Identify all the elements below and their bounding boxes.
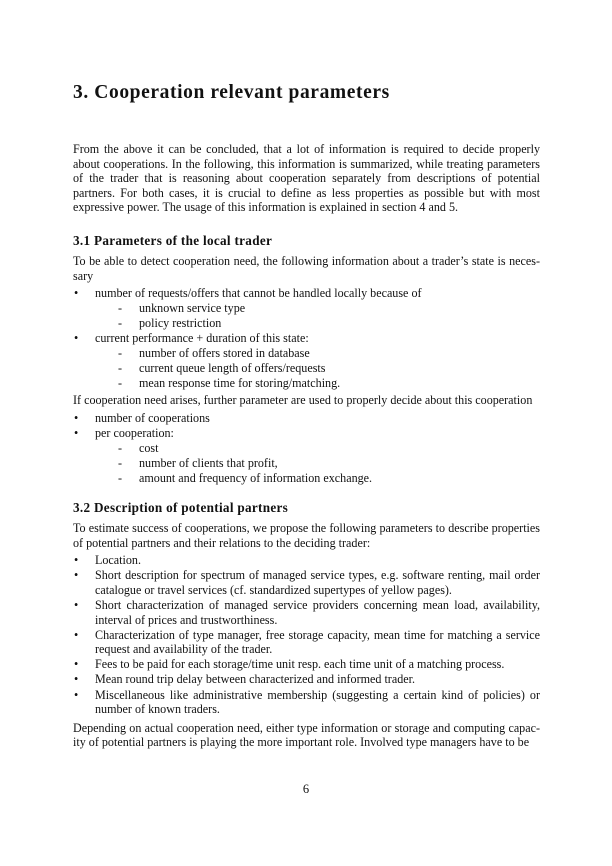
- list-item-text: number of cooperations: [95, 410, 210, 425]
- bullet-icon: •: [74, 330, 79, 345]
- list-item-text: Characterization of type manager, free storage capacity, mean time for matching a service request and availability of the trader.: [95, 627, 540, 657]
- list-item: [73, 672, 540, 687]
- list-item: [73, 568, 540, 597]
- list-item: [73, 286, 540, 330]
- list-item-text: current performance + duration of this state:: [95, 330, 309, 345]
- subsection-3-1-intro: To be able to detect cooperation need, the following information about a trader’s state is neces-sary: [73, 254, 540, 283]
- bullet-icon: •: [74, 568, 79, 583]
- sub-list-item-text: mean response time for storing/matching.: [139, 375, 341, 390]
- list-item-text: Short description for spectrum of managed service types, e.g. software renting, mail order catalogue or travel services (cf. standardized supertypes of yellow pages).: [95, 568, 540, 597]
- sub-list-item: [95, 376, 540, 391]
- sub-list: [95, 346, 540, 391]
- list-item-text: Location.: [95, 553, 142, 568]
- sub-list-item: [95, 456, 540, 471]
- list-item-text: per cooperation:: [95, 426, 174, 441]
- sub-list: [95, 301, 540, 331]
- list-item: [73, 331, 540, 390]
- sub-list-item-text: number of offers stored in database: [139, 345, 310, 360]
- subsection-3-2-heading: 3.2 Description of potential partners: [73, 500, 289, 515]
- sub-list-item: [95, 441, 540, 456]
- closing-paragraph: Depending on actual cooperation need, either type information or storage and computing capac-ity of potential partners is playing the more important role. Involved type managers have to be: [73, 720, 540, 750]
- bullet-icon: •: [74, 597, 79, 612]
- dash-icon: -: [118, 300, 123, 315]
- subsection-3-2-body: [73, 521, 540, 750]
- list-item-text: Fees to be paid for each storage/time unit resp. each time unit of a matching process.: [95, 657, 505, 672]
- sub-list-item-text: number of clients that profit,: [139, 455, 278, 470]
- sub-list-item-text: policy restriction: [139, 315, 222, 330]
- sub-list-item: [95, 316, 540, 331]
- section-intro-block: [73, 142, 540, 215]
- section-intro-paragraph: From the above it can be concluded, that a lot of information is required to decide properly about cooperations. In the following, this information is summarized, while treating parameters of the trader that is reasoning about cooperation separately from descriptions of potential partners. For both cases, it is crucial to define as less properties as possible but with most expressive power. The usage of this information is explained in section 4 and 5.: [73, 142, 540, 215]
- sub-list-item: [95, 471, 540, 486]
- section-heading: 3. Cooperation relevant parameters: [73, 82, 390, 103]
- list-item-text: Short characterization of managed service providers concerning mean load, availability, interval of prices and trustworthiness.: [95, 597, 540, 627]
- dash-icon: -: [118, 470, 123, 485]
- dash-icon: -: [118, 440, 123, 455]
- partner-parameters-list: [73, 553, 540, 717]
- cooperation-followup-paragraph: If cooperation need arises, further parameter are used to properly decide about this cooperation: [73, 393, 533, 408]
- subsection-3-2-intro: To estimate success of cooperations, we propose the following parameters to describe properties of potential partners and their relations to the deciding trader:: [73, 521, 540, 550]
- subsection-3-1-heading: 3.1 Parameters of the local trader: [73, 233, 273, 248]
- bullet-icon: •: [74, 286, 79, 301]
- list-item: [73, 426, 540, 485]
- sub-list-item: [95, 361, 540, 376]
- dash-icon: -: [118, 375, 123, 390]
- dash-icon: -: [118, 345, 123, 360]
- dash-icon: -: [118, 455, 123, 470]
- sub-list-item: [95, 346, 540, 361]
- list-item: [73, 598, 540, 627]
- sub-list-item-text: amount and frequency of information exchange.: [139, 470, 373, 485]
- sub-list-item-text: unknown service type: [139, 300, 246, 315]
- bullet-icon: •: [74, 657, 79, 672]
- list-item: [73, 657, 540, 672]
- sub-list-item: [95, 301, 540, 316]
- local-trader-state-list: [73, 286, 540, 390]
- subsection-3-1-body: [73, 254, 540, 486]
- bullet-icon: •: [74, 687, 79, 702]
- sub-list-item-text: cost: [139, 440, 159, 455]
- sub-list: [95, 441, 540, 486]
- dash-icon: -: [118, 360, 123, 375]
- page-number: 6: [302, 782, 310, 796]
- bullet-icon: •: [74, 410, 79, 425]
- sub-list-item-text: current queue length of offers/requests: [139, 360, 326, 375]
- bullet-icon: •: [74, 672, 79, 687]
- list-item-text: Miscellaneous like administrative membership (suggesting a certain kind of policies) or number of known traders.: [95, 687, 540, 717]
- list-item: [73, 628, 540, 657]
- dash-icon: -: [118, 315, 123, 330]
- list-item: [73, 553, 540, 568]
- bullet-icon: •: [74, 627, 79, 642]
- list-item: [73, 688, 540, 717]
- list-item: [73, 411, 540, 426]
- list-item-text: number of requests/offers that cannot be handled locally because of: [95, 286, 422, 301]
- bullet-icon: •: [74, 426, 79, 441]
- bullet-icon: •: [74, 553, 79, 568]
- cooperation-decision-list: [73, 411, 540, 485]
- list-item-text: Mean round trip delay between characterized and informed trader.: [95, 672, 415, 687]
